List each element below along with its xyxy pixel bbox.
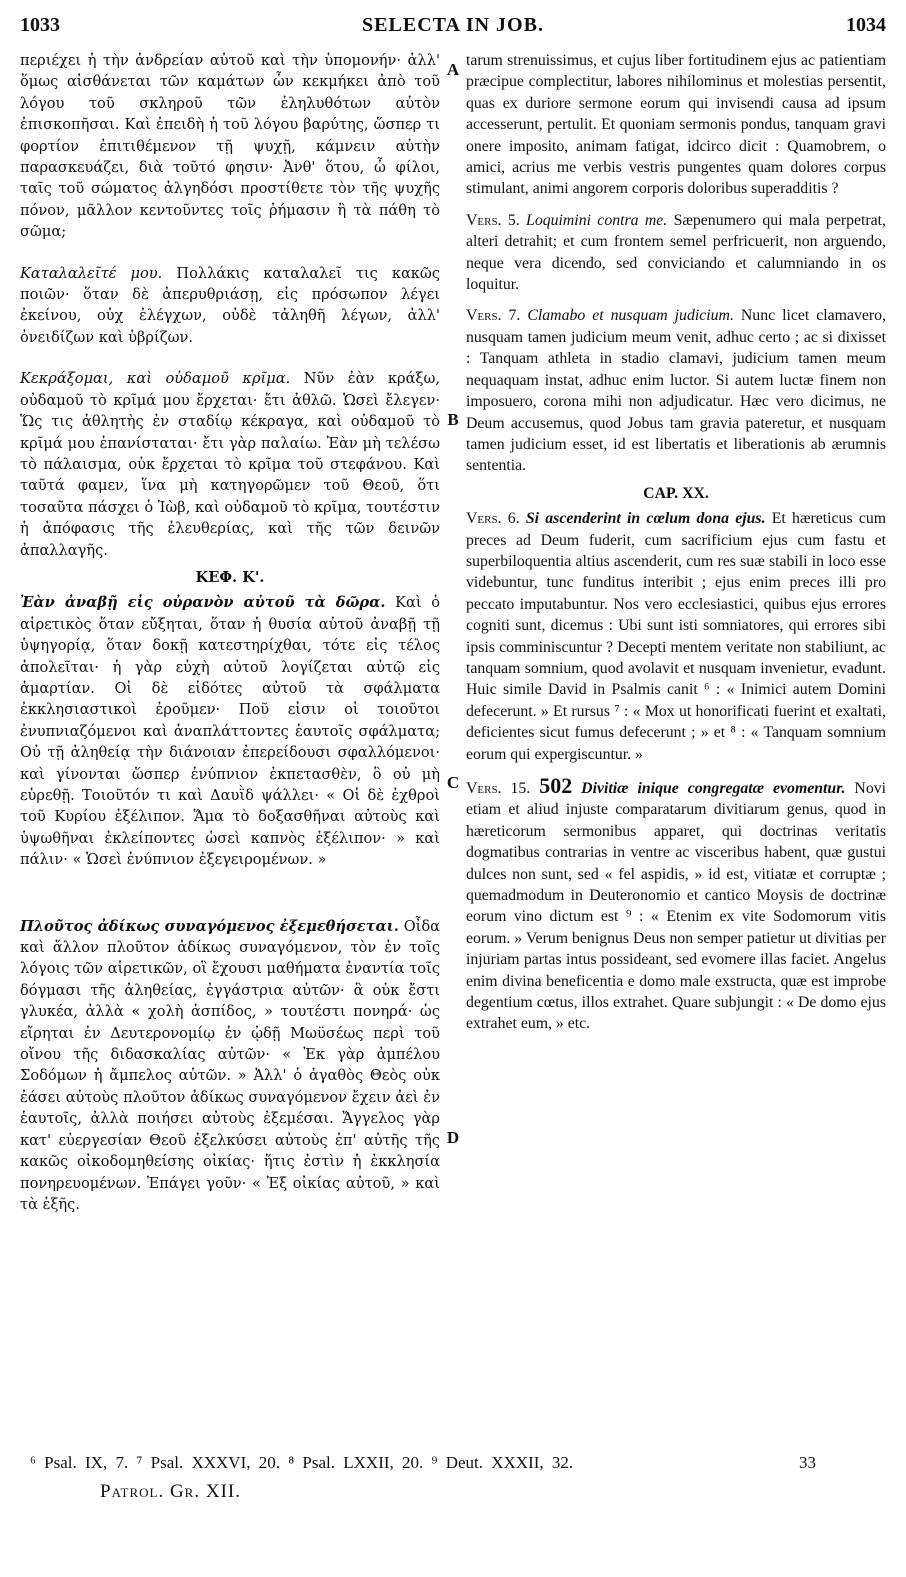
latin-text: Nunc licet clamavero, nusquam tamen judicium meum venit, adhuc certo ; ac si dixisset : Tanquam athleta in stadio clamavi, judicium tamen meum nequaquam instat, adhuc enim luctor. Si autem luctæ finem non imposuero, corona mihi non adjudicatur. Hæc vero dicimus, ne Deum accusemus, quod Jobus tam gravia pateretur, et nusquam tamen judicium esset, id est libertatis et liberationis ab ærumnis sententia. (466, 307, 886, 475)
greek-lemma: Ἐὰν ἀναβῇ εἰς οὐρανὸν αὐτοῦ τὰ δῶρα. (20, 594, 386, 612)
latin-lemma: Clamabo et nusquam judicium. (527, 307, 734, 325)
volume-signature: Patrol. Gr. XII. (100, 1481, 241, 1502)
greek-text: Πολλάκις καταλαλεῖ τις κακῶς ποιῶν· ὅταν δὲ ἀπερυθριάσῃ, εἰς πρόσωπον λέγει ἐκείνου, οὐχ ἐλέγχων, οὐδὲ τἀληθῆ λέγων, ἀλλ' ὀνειδίζων καὶ ὑβρίζων. (20, 264, 440, 346)
latin-text: Et hæreticus cum preces ad Deum fuderit, cum sacrificium ejus cum fastu et superbiloquentia altius ascenderit, cum res suæ stabili in loco esse videbuntur, tunc funditus interibit ; ejus enim preces illi pro peccato imputabuntur. Nos vero ecclesiastici, quibus ejus errores cogniti sunt, dicemus : Ubi sunt isti somniatores, qui errores sibi ipsis comminiscuntur ? Decepti mentem veritate non stabiliunt, ac tanquam somnium, quod avolavit et nusquam invenietur, evadunt. Huic simile David in Psalmis canit ⁶ : « Inimici autem Domini defecerunt. » Et rursus ⁷ : « Mox ut honorificati fuerint et exaltati, deficientes sicut fumus defecerunt ; » et ⁸ : « Tanquam somnium eorum qui expergiscuntur. » (466, 510, 887, 763)
margin-mark-a: A (446, 60, 460, 79)
verse-label: Vers. 7. (466, 307, 521, 325)
greek-lemma: Καταλαλεῖτέ μου. (20, 264, 163, 282)
margin-mark-d: D (446, 1128, 460, 1147)
latin-lemma: Loquimini contra me. (526, 211, 668, 229)
greek-text: Καὶ ὁ αἱρετικὸς ὅταν εὔξηται, ὅταν ἡ θυσία αὐτοῦ ἀναβῇ τῇ ὑψηγορίᾳ, ὅταν δοκῇ κατεστηρίχθαι, τότε εἰς τέλος ἀπολεῖται· ἡ γὰρ εὐχὴ αὐτοῦ λογίζεται αὐτῷ εἰς ἁμαρτίαν. Οἱ δὲ εἰδότες αὐτοῦ τὰ σφάλματα ἐκκλησιαστικοὶ ἐροῦμεν· Ποῦ εἰσιν οἱ τοιοῦτοι ἐνυπνιαζόμενοι καὶ ἀναπλάττοντες ἑαυτοῖς σφάλματα; Οὐ τῇ ἀληθείᾳ τὴν διάνοιαν ἐπερείδουσι σφαλλόμενοι· καὶ γίνονται ὥσπερ ἐνύπνιον ἐκπετασθὲν, ὃ οὐ μὴ εὑρεθῇ. Τοιοῦτόν τι καὶ Δαυῒδ ψάλλει· « Οἱ δὲ ἐχθροὶ τοῦ Κυρίου ἐξέλιπον. Ἅμα τὸ δοξασθῆναι αὐτοὺς καὶ ὑψωθῆναι ἐκλείποντες ὡσεὶ καπνὸς ἐξέλιπον· » καὶ πάλιν· « Ὡσεὶ ἐνύπνιον ἐξεγειρομένων. » (20, 594, 440, 869)
signature-number: 33 (799, 1453, 816, 1472)
greek-lemma: Πλοῦτος ἀδίκως συναγόμενος ἐξεμεθήσεται. (20, 917, 399, 935)
greek-paragraph (20, 368, 440, 561)
greek-paragraph (20, 263, 440, 349)
greek-text: Νῦν ἐὰν κράξω, οὐδαμοῦ τὸ κρῖμά μου ἔρχεται· ἔτι ἀθλῶ. Ὡσεὶ ἔλεγεν· Ὥς τις ἀθλητὴς ἐν σταδίῳ κέκραγα, καὶ οὐδαμοῦ τὸ κρῖμά μου ἐπανίσταται· ἔτι γὰρ παλαίω. Ἐὰν μὴ τελέσω τὸ πάλαισμα, οὐκ ἔρχεται τὸ κρῖμα τοῦ στεφάνου. Καὶ ταῦτά φαμεν, ἵνα μὴ κατηγορῶμεν τοῦ Θεοῦ, ὅτι τοσαῦτα πάσχει ὁ Ἰὼβ, καὶ οὐδαμοῦ τὸ κρῖμα, τουτέστιν ἡ ἀπόφασις τῆς ἐλευθερίας, καὶ τῆς τῶν δεινῶν ἀπαλλαγῆς. (20, 370, 440, 559)
latin-paragraph (466, 305, 886, 476)
verse-label: Vers. 5. (466, 211, 520, 229)
latin-lemma: Si ascenderint in cœlum dona ejus. (525, 510, 766, 528)
greek-paragraph (20, 916, 440, 1216)
latin-paragraph: tarum strenuissimus, et cujus liber fortitudinem ejus ac patientiam præcipue complectitur, labores nihilominus et molestias persentit, quas ex duriore sermone eorum qui invisendi causa ad ipsum accesserunt, pertulit. Et quoniam sermonis pondus, tanquam gravi onere imposito, animam fatigat, idcirco dicit : Quamobrem, o amici, acrius me verbis vestris pungentes quam dolores corpus stimulant, animi angorem corporis doloribus superadditis ? (466, 52, 886, 198)
column-number: 502 (539, 773, 573, 798)
footnotes: ⁶ Psal. IX, 7. ⁷ Psal. XXXVI, 20. ⁸ Psal. LXXII, 20. ⁹ Deut. XXXII, 32. (30, 1453, 574, 1472)
latin-column (466, 50, 886, 1035)
greek-paragraph: περιέχει ἡ τὴν ἀνδρείαν αὐτοῦ καὶ τὴν ὑπομονήν· ἀλλ' ὅμως αἰσθάνεται τῶν καμάτων ὧν κεκμήκει ἀπὸ τοῦ λόγου τοῦ σκληροῦ τῶν ἐληλυθότων αὐτὸν ἐπισκοπῆσαι. Καὶ ἐπειδὴ ἡ τοῦ λόγου βαρύτης, ὥσπερ τι φορτίον ἐπιτιθέμενον τῇ ψυχῇ, κάμνειν αὐτὴν παρασκευάζει, διὰ τοῦτό φησιν· Ἀνθ' ὅτου, ὦ φίλοι, ταῖς τοῦ σώματος ἀλγηδόσι προστίθετε τὸν τῆς ψυχῆς πόνον, μᾶλλον κεντοῦντες τοῖς ῥήμασιν ἢ τὰ πάθη τὸ σῶμα; (20, 52, 440, 241)
greek-lemma: Κεκράξομαι, καὶ οὐδαμοῦ κρῖμα. (20, 370, 291, 388)
left-page-number: 1033 (20, 14, 60, 36)
latin-paragraph (466, 210, 886, 296)
greek-text: Οἶδα καὶ ἄλλον πλοῦτον ἀδίκως συναγόμενον, τὸν ἐν τοῖς λόγοις τῶν αἱρετικῶν, οἳ ἔχουσι μαθήματα ἐναντία τοῖς δόγμασι τῆς ἀληθείας, ἐγγάστρια αὐτῶν· ἃ οὐκ ἔστι γλυκέα, ἀλλὰ « χολὴ ἀσπίδος, » τουτέστι πονηρά· ὡς εἴρηται ἐν Δευτερονομίῳ ἐν ᾠδῇ Μωϋσέως περὶ τοῦ οἴνου τῆς διδασκαλίας αὐτῶν· « Ἐκ γὰρ ἀμπέλου Σοδόμων ἡ ἄμπελος αὐτῶν. » Ἀλλ' ὁ ἀγαθὸς Θεὸς οὐκ ἐάσει αὐτοὺς πλοῦτον ἀδίκως συναγόμενον ἔχειν ἀεὶ ἐν ἑαυτοῖς, ἀλλὰ ποιήσει αὐτοὺς ἐξεμέσαι. Ἄγγελος γὰρ κατ' εὐεργεσίαν Θεοῦ ἐξελκύσει αὐτοὺς ἐπ' αὐτῆς τῆς κακῶς οἰκοδομηθείσης οἰκίας· ἥτις ἐστὶν ἡ ἐκκλησία πονηρευομένων. Ἐπάγει γοῦν· « Ἐξ οἰκίας αὐτοῦ, » καὶ τὰ ἑξῆς. (20, 917, 441, 1213)
latin-paragraph (466, 775, 886, 1035)
latin-lemma: Divitiæ inique congregatæ evomentur. (581, 780, 846, 797)
verse-label: Vers. 6. (466, 510, 520, 528)
running-title: SELECTA IN JOB. (362, 14, 544, 36)
greek-column (20, 50, 440, 1215)
latin-chapter-heading: CAP. XX. (643, 484, 709, 502)
latin-text: Sæpenumero qui mala perpetrat, alteri detrahit; et cum frontem semel perfricuerit, non arguendo, neque vera dicendo, sed conviciando et calumniando in os loquitur. (466, 211, 886, 294)
latin-text: Novi etiam et aliud injuste comparatarum divitiarum genus, quod in hæreticorum sermonibus apparet, qui doctrinas veritatis dogmatibus contrarias in ventre ac visceribus habent, quæ gustui dulces non sunt, sed « fel aspidis, » id est, vitiatæ et corruptæ ; quemadmodum in Deuteronomio et cantico Moysis de doctrinæ eorum vino dictum est ⁹ : « Etenim ex vite Sodomorum vitis eorum. » Verum benignus Deus non semper patietur ut divitias per injuriam partas intus possideant, sed evomere illas faciet. Angelus enim divina beneficentia e domo male exstructa, quæ est improbe degentium cœtus, illos extrahet. Quare subjungit : « De domo ejus extrahet eum, » etc. (466, 780, 887, 1033)
greek-chapter-heading: ΚΕΦ. Κ'. (195, 568, 265, 586)
right-page-number: 1034 (846, 14, 886, 36)
latin-paragraph (466, 508, 886, 765)
verse-label: Vers. 15. (466, 780, 531, 797)
running-header (20, 14, 886, 44)
margin-mark-b: B (447, 410, 459, 429)
margin-mark-c: C (446, 773, 460, 792)
greek-paragraph (20, 592, 440, 870)
